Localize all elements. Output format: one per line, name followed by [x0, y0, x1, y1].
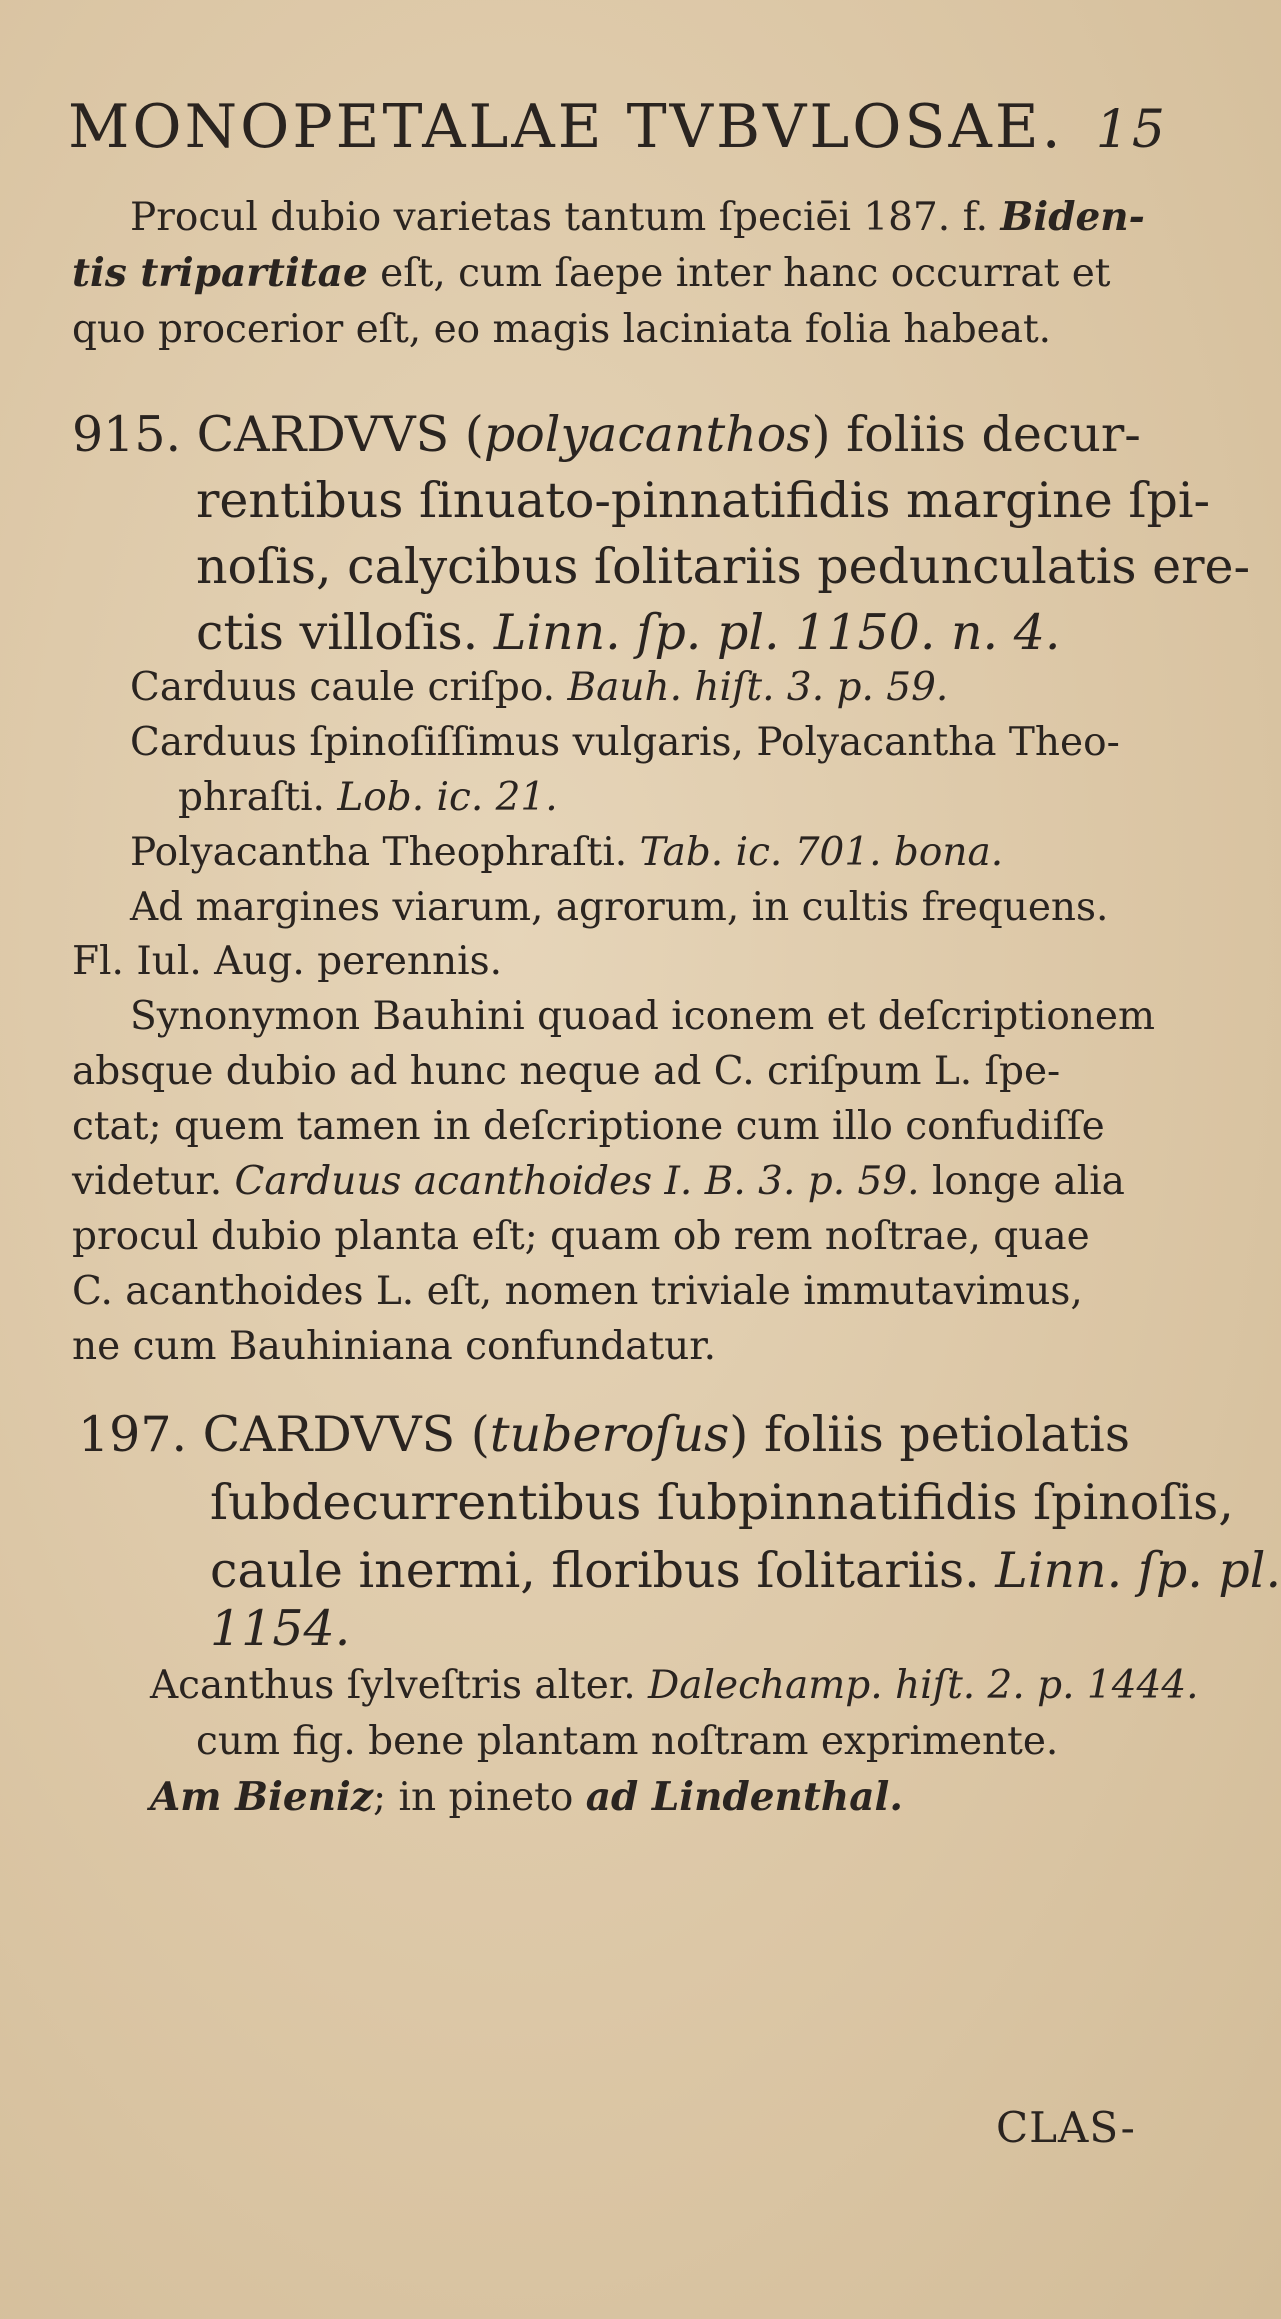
entry-915-line-2: rentibus ſinuato-pinnatifidis margine ſpi- [196, 472, 1211, 529]
entry-915-heading: 915. CARDVVS (polyacanthos) foliis decur- [72, 406, 1141, 463]
entry-197-synonym-1: Acanthus ſylveſtris alter. Dalechamp. hiſt. 2. p. 1444. [150, 1663, 1199, 1708]
entry-197-synonym-1b: cum fig. bene plantam noſtram exprimente. [196, 1719, 1059, 1764]
entry-915-synonym-2: Carduus ſpinoſiſſimus vulgaris, Polyacantha Theo- [130, 720, 1120, 765]
entry-915-synonym-3: Polyacantha Theophraſti. Tab. ic. 701. bona. [130, 830, 1004, 875]
entry-197-line-4: 1154. [210, 1600, 351, 1657]
intro-line-1: Procul dubio varietas tantum ſpeciēi 187. f. Biden- [130, 194, 1145, 240]
entry-915-line-4: ctis villoſis. Linn. ſp. pl. 1150. n. 4. [196, 604, 1061, 661]
entry-915-synonym-2b: phraſti. Lob. ic. 21. [178, 775, 558, 820]
intro-line-2: tis tripartitae eſt, cum ſaepe inter hanc occurrat et [72, 250, 1111, 296]
entry-915-note-3: ctat; quem tamen in deſcriptione cum illo confudiſſe [72, 1104, 1105, 1149]
entry-197-habitat: Am Bieniz; in pineto ad Lindenthal. [150, 1774, 903, 1820]
entry-197-line-3: caule inermi, floribus ſolitariis. Linn. ſp. pl. [210, 1542, 1281, 1599]
entry-915-line-3: noſis, calycibus ſolitariis pedunculatis ere- [196, 538, 1251, 595]
catchword: CLAS- [996, 2103, 1136, 2152]
entry-915-note-7: ne cum Bauhiniana confundatur. [72, 1324, 717, 1369]
page-number: 15 [1095, 100, 1168, 160]
entry-915-synonym-1: Carduus caule criſpo. Bauh. hiſt. 3. p. 59. [130, 665, 949, 710]
entry-915-flowering: Fl. Iul. Aug. perennis. [72, 939, 503, 984]
entry-197-line-2: ſubdecurrentibus ſubpinnatifidis ſpinoſis, [210, 1474, 1234, 1531]
entry-915-note-2: absque dubio ad hunc neque ad C. criſpum L. ſpe- [72, 1049, 1061, 1094]
entry-197-heading: 197. CARDVVS (tuberoſus) foliis petiolatis [78, 1406, 1130, 1463]
entry-915-note-5: procul dubio planta eſt; quam ob rem noſtrae, quae [72, 1214, 1090, 1259]
entry-915-habitat: Ad margines viarum, agrorum, in cultis frequens. [130, 885, 1109, 930]
entry-915-note-6: C. acanthoides L. eſt, nomen triviale immutavimus, [72, 1269, 1083, 1314]
entry-915-note-4: videtur. Carduus acanthoides I. B. 3. p. 59. longe alia [72, 1159, 1125, 1204]
running-header [68, 92, 1168, 162]
page-title: MONOPETALAE TVBVLOSAE. [68, 92, 1064, 162]
intro-line-3: quo procerior eſt, eo magis laciniata folia habeat. [72, 307, 1052, 352]
entry-915-note-1: Synonymon Bauhini quoad iconem et deſcriptionem [130, 994, 1155, 1039]
